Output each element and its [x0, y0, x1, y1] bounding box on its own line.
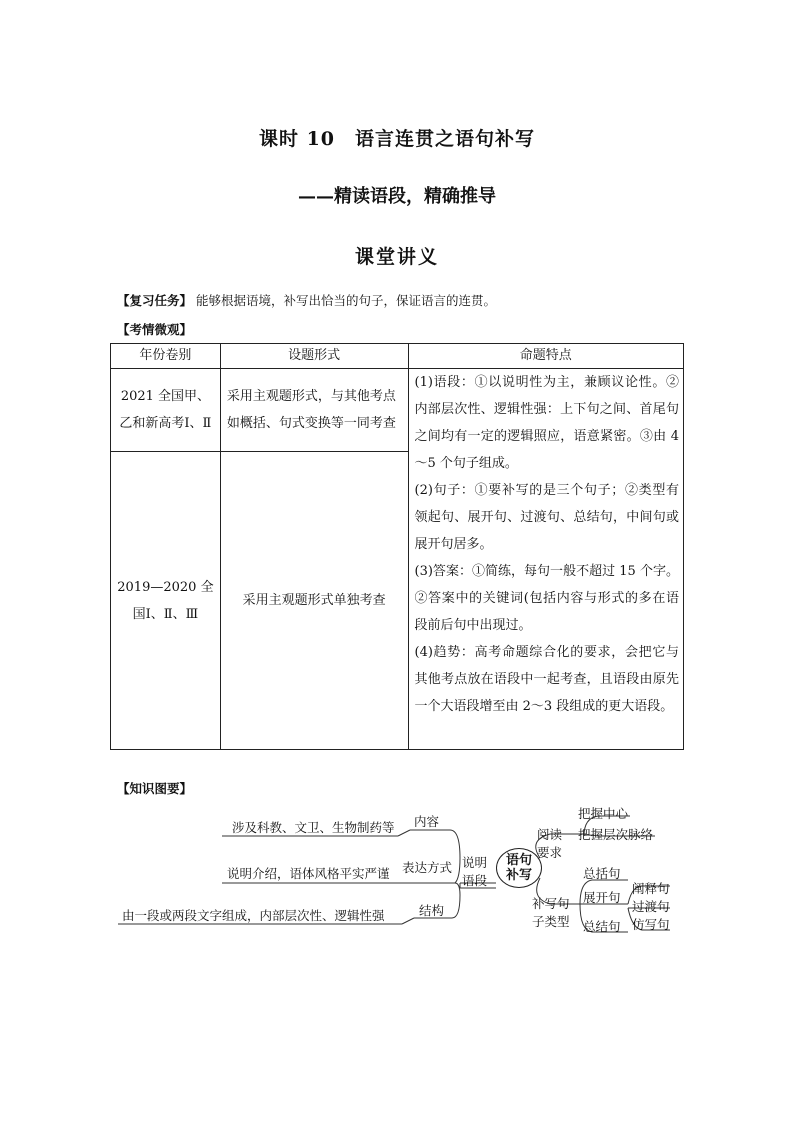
- features-cell: [408, 369, 684, 750]
- feature-item: (3)答案：①简练，每句一般不超过 15 个字。②答案中的关键词(包括内容与形式的多在语段前后句中出现过。: [414, 564, 679, 633]
- reading-item: 把握中心: [578, 806, 629, 821]
- feature-item: (1)语段：①以说明性为主，兼顾议论性。②内部层次性、逻辑性强：上下句之间、首尾句之间均有一定的逻辑照应，语意紧密。③由 4～5 个句子组成。: [414, 375, 679, 471]
- review-task-label: 【复习任务】: [117, 293, 193, 308]
- exam-overview-label: 【考情微观】: [117, 322, 193, 337]
- form-cell: 采用主观题形式，与其他考点如概括、句式变换等一同考查: [220, 369, 408, 452]
- branch-type-name: 补写句子类型: [532, 896, 570, 929]
- center-topic-label: 语句补写: [505, 853, 532, 883]
- table-header-row: [111, 344, 684, 369]
- column-header-features: 命题特点: [408, 344, 684, 369]
- center-topic: [496, 848, 542, 888]
- branch-expression-name: 表达方式: [402, 860, 453, 875]
- type-sub-item: 仿写句: [632, 917, 670, 932]
- branch-reading-name: 阅读要求: [537, 827, 563, 860]
- branch-content-name: 内容: [414, 814, 440, 829]
- exam-overview-table: [110, 343, 684, 750]
- knowledge-map: [110, 800, 710, 950]
- section-title: 课堂讲义: [354, 246, 439, 268]
- feature-item: (2)句子：①要补写的是三个句子；②类型有领起句、展开句、过渡句、总结句，中间句或展开句居多。: [414, 483, 679, 552]
- form-cell: 采用主观题形式单独考查: [220, 452, 408, 750]
- feature-item: (4)趋势：高考命题综合化的要求，会把它与其他考点放在语段中一起考查，且语段由原先一个大语段增至由 2～3 段组成的更大语段。: [414, 645, 679, 714]
- type-item: 总括句: [583, 866, 621, 881]
- type-sub-item: 过渡句: [632, 899, 670, 914]
- review-task-text: 能够根据语境，补写出恰当的句子，保证语言的连贯。: [196, 293, 497, 308]
- reading-item: 把握层次脉络: [578, 827, 654, 842]
- knowledge-map-label: 【知识图要】: [117, 781, 193, 796]
- year-cell: 2021 全国甲、乙和新高考Ⅰ、Ⅱ: [111, 369, 221, 452]
- branch-structure-detail: 由一段或两段文字组成，内部层次性、逻辑性强: [122, 908, 385, 923]
- lesson-title: 课时 10 语言连贯之语句补写: [258, 128, 536, 150]
- column-header-year: 年份卷别: [111, 344, 221, 369]
- lesson-subtitle: ——精读语段，精确推导: [298, 186, 496, 207]
- type-item: 总结句: [583, 919, 621, 934]
- type-item: 展开句: [583, 890, 621, 905]
- type-sub-item: 阐释句: [632, 881, 670, 896]
- branch-expression-detail: 说明介绍，语体风格平实严谨: [227, 866, 390, 881]
- branch-content-detail: 涉及科教、文卫、生物制药等: [232, 820, 395, 835]
- review-task: [117, 291, 717, 309]
- branch-structure-name: 结构: [419, 903, 445, 918]
- left-hub: 说明语段: [462, 855, 488, 888]
- table-row: [111, 369, 684, 452]
- year-cell: 2019—2020 全国Ⅰ、Ⅱ、Ⅲ: [111, 452, 221, 750]
- column-header-form: 设题形式: [220, 344, 408, 369]
